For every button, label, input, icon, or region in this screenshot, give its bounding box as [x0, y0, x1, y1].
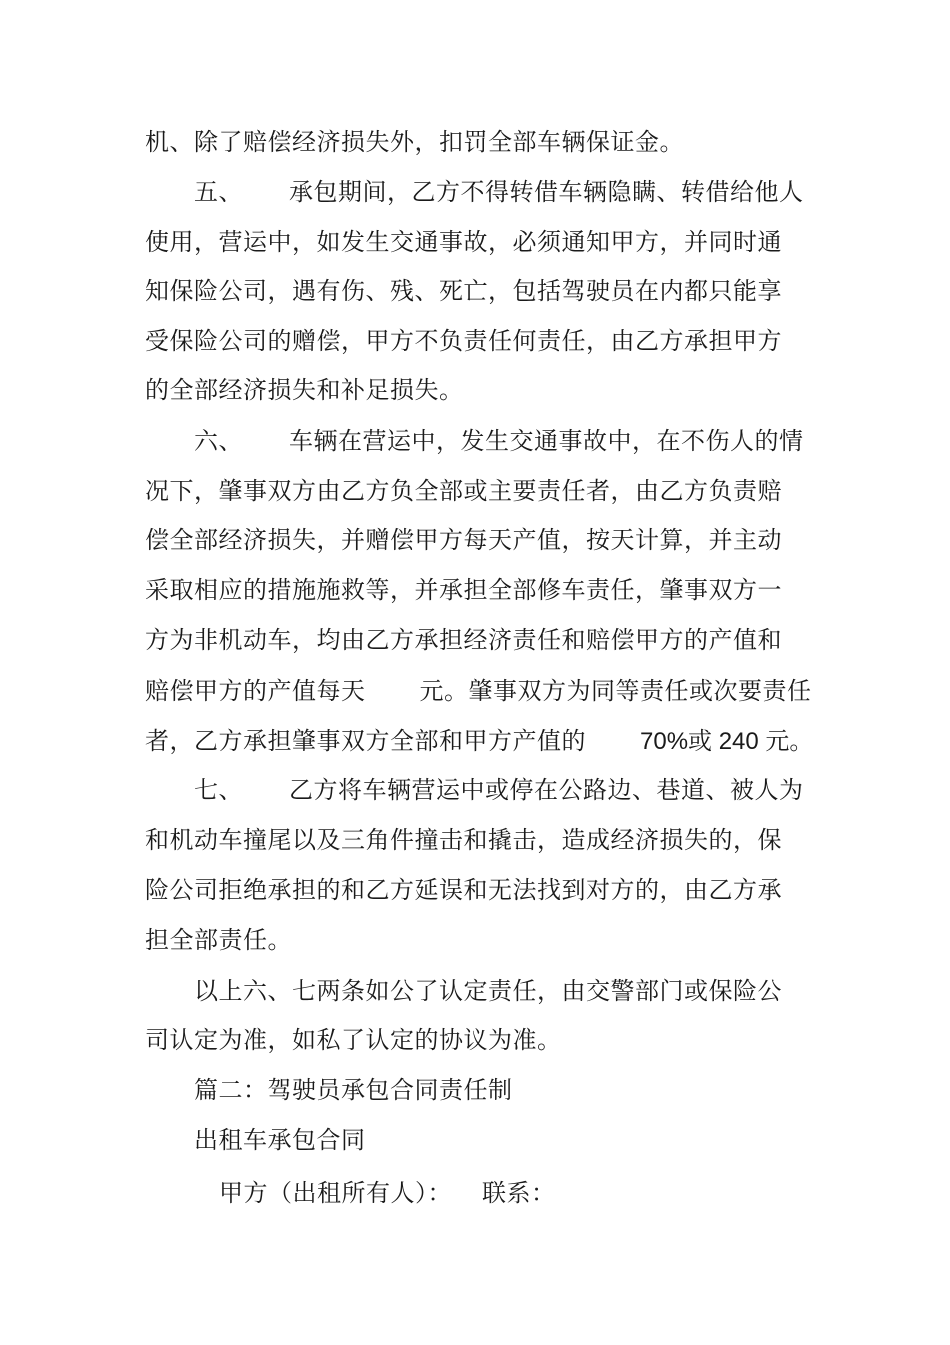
contact-label: 联系： [482, 1179, 556, 1207]
text: 承包期间，乙方不得转借车辆隐瞒、转借给他人 [289, 178, 804, 206]
text-line [145, 525, 782, 555]
text: 元。肇事双方为同等责任或次要责任 [419, 677, 812, 705]
text: 司认定为准，如私了认定的协议为准。 [145, 1026, 562, 1054]
text: 机、除了赔偿经济损失外，扣罚全部车辆保证金。 [145, 128, 684, 156]
text: 担全部责任。 [145, 926, 292, 954]
text: 者，乙方承担肇事双方全部和甲方产值的 [145, 727, 586, 755]
text-line [194, 976, 782, 1006]
text: 险公司拒绝承担的和乙方延误和无法找到对方的，由乙方承 [145, 876, 782, 904]
text-line [145, 326, 782, 356]
party-a-line [219, 1178, 556, 1208]
text-line [145, 676, 812, 706]
title-text: 出租车承包合同 [194, 1126, 366, 1154]
text: 知保险公司，遇有伤、残、死亡，包括驾驶员在内都只能享 [145, 277, 782, 305]
text: 的全部经济损失和补足损失。 [145, 376, 464, 404]
text: 乙方将车辆营运中或停在公路边、巷道、被人为 [289, 776, 804, 804]
party-a-label: 甲方（出租所有人）： [219, 1179, 452, 1207]
clause-number: 六、 [194, 427, 243, 455]
text: 方为非机动车，均由乙方承担经济责任和赔偿甲方的产值和 [145, 626, 782, 654]
heading-text: 篇二：驾驶员承包合同责任制 [194, 1076, 513, 1104]
clause-7-line [194, 775, 804, 805]
text-line [145, 825, 782, 855]
clause-5-line [194, 177, 804, 207]
text: 赔偿甲方的产值每天 [145, 677, 366, 705]
text: 受保险公司的赠偿，甲方不负责任何责任，由乙方承担甲方 [145, 327, 782, 355]
amount-text: 70%或 240 元。 [640, 728, 814, 755]
text: 况下，肇事双方由乙方负全部或主要责任者，由乙方负责赔 [145, 477, 782, 505]
text-line [145, 227, 782, 257]
text-line [145, 726, 813, 757]
text-line [145, 575, 782, 605]
text: 以上六、七两条如公了认定责任，由交警部门或保险公 [194, 977, 782, 1005]
contract-title [194, 1125, 366, 1155]
clause-6-line [194, 426, 804, 456]
text: 使用，营运中，如发生交通事故，必须通知甲方，并同时通 [145, 228, 782, 256]
text-line [145, 276, 782, 306]
text-line [145, 625, 782, 655]
section-heading [194, 1075, 513, 1105]
text: 车辆在营运中，发生交通事故中，在不伤人的情 [289, 427, 804, 455]
text-line [145, 476, 782, 506]
text-line [145, 375, 464, 405]
clause-number: 五、 [194, 178, 243, 206]
text-line [145, 875, 782, 905]
text: 采取相应的措施施救等，并承担全部修车责任，肇事双方一 [145, 576, 782, 604]
text-line [145, 925, 292, 955]
text-line [145, 127, 684, 157]
text: 和机动车撞尾以及三角件撞击和撬击，造成经济损失的，保 [145, 826, 782, 854]
text-line [145, 1025, 562, 1055]
clause-number: 七、 [194, 776, 243, 804]
text: 偿全部经济损失，并赠偿甲方每天产值，按天计算，并主动 [145, 526, 782, 554]
